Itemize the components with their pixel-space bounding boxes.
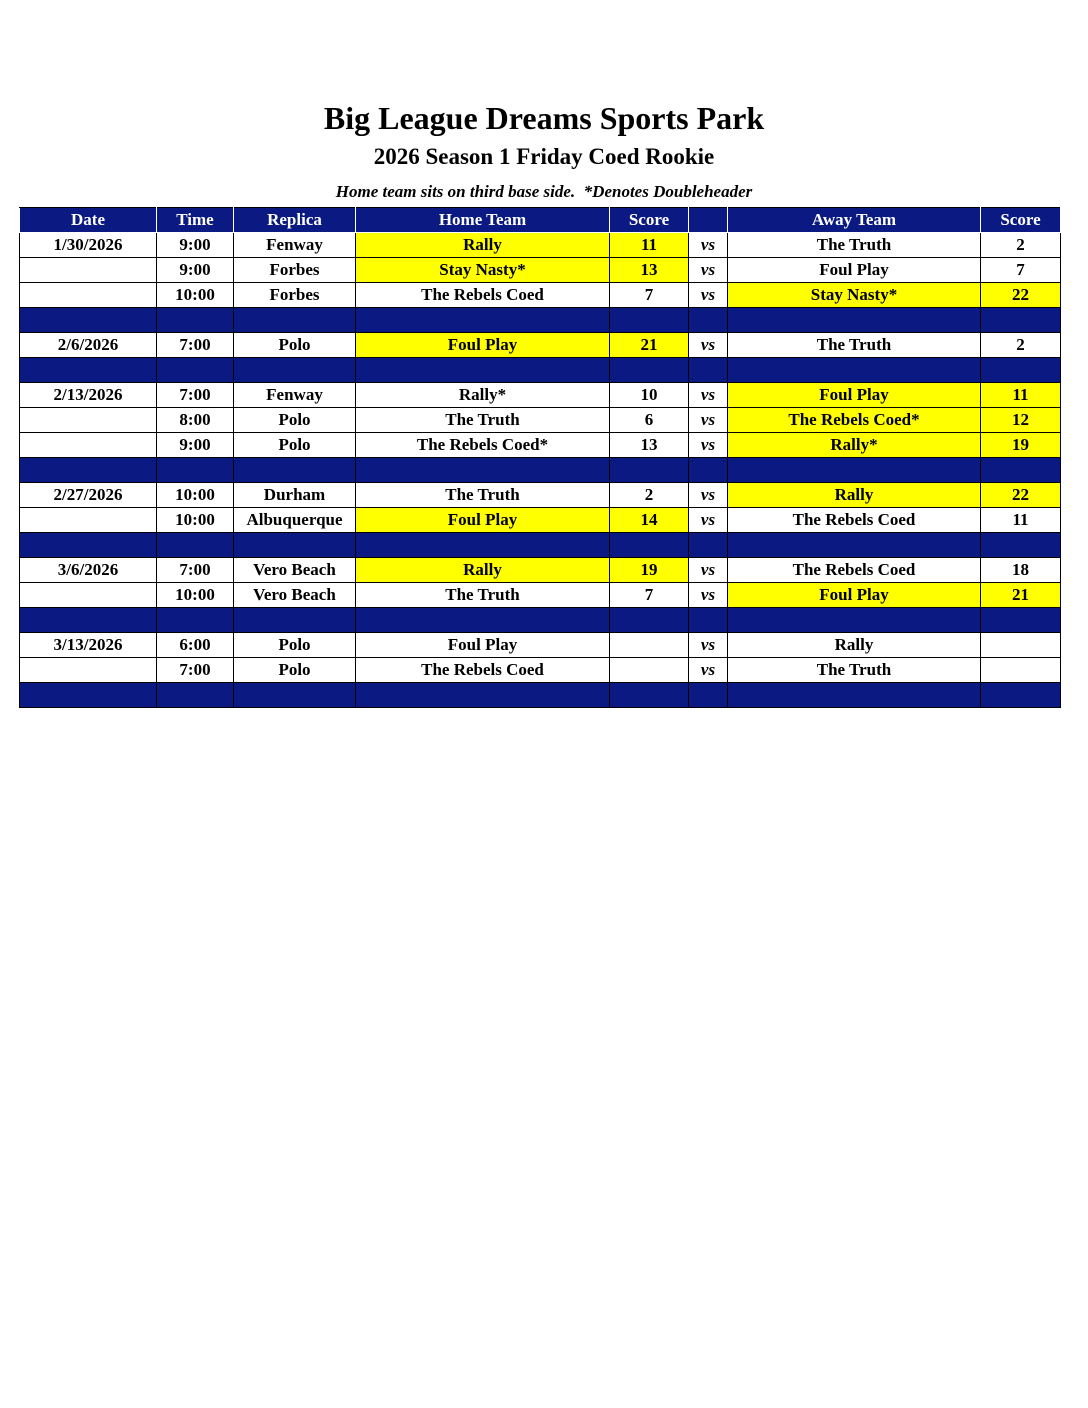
cell-home-team: Rally*: [356, 383, 610, 408]
header-vs: [689, 208, 728, 233]
schedule-table: [19, 207, 1061, 708]
cell-replica: Fenway: [234, 233, 356, 258]
header-away-score: Score: [981, 208, 1061, 233]
cell-away-score: [981, 658, 1061, 683]
separator-cell: [610, 358, 689, 383]
separator-cell: [157, 533, 234, 558]
cell-replica: Albuquerque: [234, 508, 356, 533]
cell-vs: vs: [689, 283, 728, 308]
cell-away-score: 22: [981, 283, 1061, 308]
separator-cell: [234, 458, 356, 483]
cell-away-score: 22: [981, 483, 1061, 508]
header-date: Date: [20, 208, 157, 233]
cell-home-team: Foul Play: [356, 333, 610, 358]
cell-time: 10:00: [157, 508, 234, 533]
header-home-score: Score: [610, 208, 689, 233]
cell-home-score: 2: [610, 483, 689, 508]
separator-cell: [689, 308, 728, 333]
cell-away-score: 21: [981, 583, 1061, 608]
cell-away-score: 11: [981, 383, 1061, 408]
separator-cell: [981, 308, 1061, 333]
cell-away-team: Rally: [728, 483, 981, 508]
header-away-team: Away Team: [728, 208, 981, 233]
table-row: [20, 483, 1061, 508]
separator-cell: [728, 358, 981, 383]
separator-cell: [20, 458, 157, 483]
separator-cell: [981, 683, 1061, 708]
cell-away-team: The Truth: [728, 658, 981, 683]
cell-away-score: 7: [981, 258, 1061, 283]
table-row: [20, 333, 1061, 358]
cell-away-team: The Truth: [728, 333, 981, 358]
cell-replica: Polo: [234, 333, 356, 358]
table-row: [20, 283, 1061, 308]
separator-cell: [157, 683, 234, 708]
cell-replica: Polo: [234, 408, 356, 433]
cell-away-team: The Truth: [728, 233, 981, 258]
separator-cell: [157, 608, 234, 633]
separator-cell: [20, 533, 157, 558]
cell-home-team: The Truth: [356, 583, 610, 608]
separator-cell: [689, 533, 728, 558]
separator-cell: [728, 458, 981, 483]
page-subtitle: 2026 Season 1 Friday Coed Rookie: [373, 144, 715, 169]
cell-home-team: The Truth: [356, 483, 610, 508]
separator-cell: [689, 608, 728, 633]
separator-cell: [689, 683, 728, 708]
table-row: [20, 633, 1061, 658]
header-replica: Replica: [234, 208, 356, 233]
separator-cell: [20, 358, 157, 383]
cell-date: [20, 433, 157, 458]
cell-away-team: Foul Play: [728, 383, 981, 408]
cell-vs: vs: [689, 658, 728, 683]
cell-home-score: [610, 658, 689, 683]
cell-home-team: The Truth: [356, 408, 610, 433]
cell-home-team: The Rebels Coed: [356, 283, 610, 308]
cell-home-score: [610, 633, 689, 658]
separator-cell: [356, 608, 610, 633]
cell-home-score: 14: [610, 508, 689, 533]
separator-cell: [20, 683, 157, 708]
cell-replica: Vero Beach: [234, 583, 356, 608]
table-header-row: [20, 208, 1061, 233]
cell-home-score: 13: [610, 258, 689, 283]
cell-home-score: 11: [610, 233, 689, 258]
cell-time: 10:00: [157, 583, 234, 608]
separator-cell: [20, 308, 157, 333]
cell-home-team: Rally: [356, 233, 610, 258]
cell-vs: vs: [689, 408, 728, 433]
cell-vs: vs: [689, 383, 728, 408]
cell-home-team: Stay Nasty*: [356, 258, 610, 283]
separator-cell: [234, 533, 356, 558]
cell-time: 7:00: [157, 558, 234, 583]
separator-cell: [728, 608, 981, 633]
cell-away-team: Rally: [728, 633, 981, 658]
cell-away-score: 11: [981, 508, 1061, 533]
cell-home-score: 10: [610, 383, 689, 408]
cell-date: [20, 583, 157, 608]
cell-vs: vs: [689, 258, 728, 283]
separator-cell: [234, 608, 356, 633]
cell-replica: Forbes: [234, 283, 356, 308]
cell-time: 9:00: [157, 233, 234, 258]
separator-cell: [157, 458, 234, 483]
cell-away-team: The Rebels Coed*: [728, 408, 981, 433]
cell-away-team: Stay Nasty*: [728, 283, 981, 308]
separator-cell: [610, 683, 689, 708]
separator-cell: [981, 608, 1061, 633]
cell-date: 3/6/2026: [20, 558, 157, 583]
separator-cell: [610, 533, 689, 558]
cell-vs: vs: [689, 433, 728, 458]
header-time: Time: [157, 208, 234, 233]
cell-date: 2/6/2026: [20, 333, 157, 358]
separator-cell: [728, 308, 981, 333]
cell-time: 7:00: [157, 658, 234, 683]
cell-date: 1/30/2026: [20, 233, 157, 258]
schedule-note: Home team sits on third base side. *Denotes Doubleheader: [335, 182, 753, 201]
schedule-body: [20, 233, 1061, 708]
cell-replica: Polo: [234, 658, 356, 683]
cell-home-score: 7: [610, 283, 689, 308]
cell-home-score: 7: [610, 583, 689, 608]
cell-replica: Durham: [234, 483, 356, 508]
cell-away-team: Rally*: [728, 433, 981, 458]
separator-cell: [356, 533, 610, 558]
separator-row: [20, 683, 1061, 708]
cell-home-team: Foul Play: [356, 633, 610, 658]
cell-date: 3/13/2026: [20, 633, 157, 658]
cell-away-team: The Rebels Coed: [728, 508, 981, 533]
cell-time: 10:00: [157, 483, 234, 508]
cell-replica: Fenway: [234, 383, 356, 408]
separator-cell: [20, 608, 157, 633]
page-title: Big League Dreams Sports Park: [323, 100, 765, 136]
cell-time: 8:00: [157, 408, 234, 433]
cell-date: [20, 283, 157, 308]
separator-row: [20, 533, 1061, 558]
cell-date: [20, 658, 157, 683]
separator-cell: [356, 458, 610, 483]
separator-cell: [610, 608, 689, 633]
separator-cell: [689, 358, 728, 383]
separator-cell: [689, 458, 728, 483]
separator-cell: [234, 358, 356, 383]
separator-cell: [981, 533, 1061, 558]
table-row: [20, 558, 1061, 583]
cell-away-score: 19: [981, 433, 1061, 458]
separator-cell: [356, 358, 610, 383]
cell-time: 9:00: [157, 433, 234, 458]
cell-away-score: 18: [981, 558, 1061, 583]
table-row: [20, 658, 1061, 683]
separator-row: [20, 608, 1061, 633]
cell-time: 9:00: [157, 258, 234, 283]
cell-replica: Forbes: [234, 258, 356, 283]
separator-cell: [610, 458, 689, 483]
cell-replica: Polo: [234, 633, 356, 658]
separator-cell: [356, 683, 610, 708]
header-home-team: Home Team: [356, 208, 610, 233]
separator-row: [20, 358, 1061, 383]
separator-cell: [157, 308, 234, 333]
cell-time: 6:00: [157, 633, 234, 658]
cell-away-score: 12: [981, 408, 1061, 433]
cell-away-score: 2: [981, 333, 1061, 358]
cell-vs: vs: [689, 483, 728, 508]
separator-cell: [981, 358, 1061, 383]
cell-time: 7:00: [157, 333, 234, 358]
table-row: [20, 408, 1061, 433]
table-row: [20, 258, 1061, 283]
cell-home-score: 13: [610, 433, 689, 458]
separator-row: [20, 458, 1061, 483]
cell-home-team: The Rebels Coed*: [356, 433, 610, 458]
table-row: [20, 508, 1061, 533]
cell-date: [20, 508, 157, 533]
cell-vs: vs: [689, 583, 728, 608]
cell-home-score: 6: [610, 408, 689, 433]
cell-time: 7:00: [157, 383, 234, 408]
cell-home-score: 19: [610, 558, 689, 583]
cell-replica: Polo: [234, 433, 356, 458]
cell-date: [20, 408, 157, 433]
separator-cell: [728, 533, 981, 558]
cell-vs: vs: [689, 508, 728, 533]
cell-date: [20, 258, 157, 283]
table-row: [20, 433, 1061, 458]
cell-away-score: 2: [981, 233, 1061, 258]
cell-vs: vs: [689, 633, 728, 658]
cell-home-score: 21: [610, 333, 689, 358]
cell-date: 2/27/2026: [20, 483, 157, 508]
cell-away-team: The Rebels Coed: [728, 558, 981, 583]
cell-home-team: Foul Play: [356, 508, 610, 533]
cell-vs: vs: [689, 233, 728, 258]
cell-replica: Vero Beach: [234, 558, 356, 583]
cell-home-team: The Rebels Coed: [356, 658, 610, 683]
cell-home-team: Rally: [356, 558, 610, 583]
separator-cell: [234, 308, 356, 333]
cell-vs: vs: [689, 558, 728, 583]
separator-cell: [157, 358, 234, 383]
cell-vs: vs: [689, 333, 728, 358]
cell-date: 2/13/2026: [20, 383, 157, 408]
separator-cell: [356, 308, 610, 333]
cell-away-score: [981, 633, 1061, 658]
separator-row: [20, 308, 1061, 333]
separator-cell: [610, 308, 689, 333]
cell-away-team: Foul Play: [728, 258, 981, 283]
cell-away-team: Foul Play: [728, 583, 981, 608]
table-row: [20, 583, 1061, 608]
cell-time: 10:00: [157, 283, 234, 308]
separator-cell: [728, 683, 981, 708]
separator-cell: [981, 458, 1061, 483]
table-row: [20, 383, 1061, 408]
table-row: [20, 233, 1061, 258]
separator-cell: [234, 683, 356, 708]
